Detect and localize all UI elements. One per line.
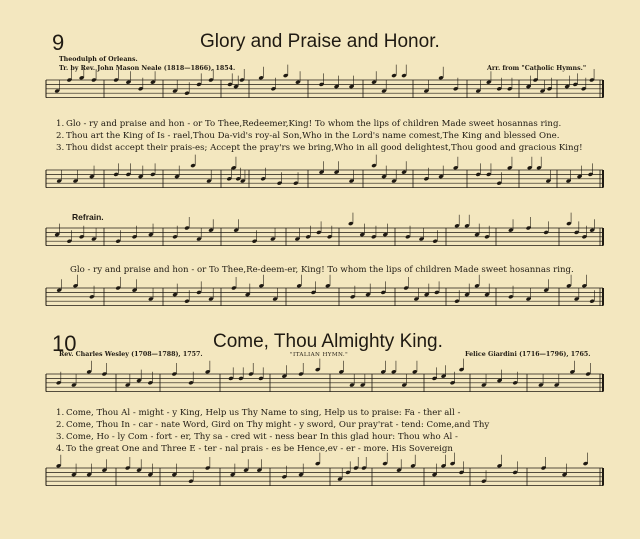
hymn-9-verse-3 xyxy=(56,143,583,153)
hymn-9-verse-2 xyxy=(56,131,559,141)
hymn-10-title: Come, Thou Almighty King. xyxy=(213,331,443,352)
verse-text: Glo - ry and praise and hon - or To Thee,Redeemer,King! To whom the lips of children Made sweet hosannas ring. xyxy=(66,119,562,129)
verse-text: Thou art the King of Is - rael,Thou Da-vid's roy-al Son,Who in the Lord's name comest,The King and blessed One. xyxy=(66,131,560,141)
verse-text: To the great One and Three E - ter - nal prais - es be Hence,ev - er - more. His Sovereign xyxy=(66,444,453,454)
verse-number: 2. xyxy=(56,131,65,141)
hymn-10-tune: "ITALIAN HYMN." xyxy=(290,352,349,358)
hymn-10-composer: Felice Giardini (1716—1796), 1765. xyxy=(465,351,591,358)
verse-number: 2. xyxy=(56,420,65,430)
refrain-label: Refrain. xyxy=(72,212,104,222)
hymn-10-verse-4 xyxy=(56,444,453,454)
hymn-9-title: Glory and Praise and Honor. xyxy=(200,31,440,52)
hymn-9-credit-1: Theodulph of Orleans. xyxy=(59,56,138,63)
refrain-text: Glo - ry and praise and hon - or To Thee,Re-deem-er, King! To whom the lips of children Made sweet hosannas ring. xyxy=(70,265,574,275)
verse-text: Come, Thou In - car - nate Word, Gird on Thy might - y sword, Our pray'rat - tend: Come,and Thy xyxy=(66,420,490,430)
verse-number: 4. xyxy=(56,444,65,454)
verse-text: Come, Ho - ly Com - fort - er, Thy sa - cred wit - ness bear In this glad hour: Thou who Al - xyxy=(66,432,458,442)
hymn-10-number: 10 xyxy=(52,331,77,356)
hymn-10-author: Rev. Charles Wesley (1708—1788), 1757. xyxy=(59,351,203,358)
hymn-9-credit-2: Tr. by Rev. John Mason Neale (1818—1866), 1854. xyxy=(59,65,236,72)
hymn-9-verse-1 xyxy=(56,119,561,129)
hymn-9-number: 9 xyxy=(52,30,65,55)
verse-text: Thou didst accept their prais-es; Accept the pray'rs we bring,Who in all good delightest,Thou good and gracious King! xyxy=(66,143,583,153)
verse-number: 1. xyxy=(56,119,65,129)
hymn-10-verse-1 xyxy=(56,408,460,418)
hymn-9-arranger: Arr. from "Catholic Hymns." xyxy=(487,65,587,72)
verse-number: 3. xyxy=(56,432,65,442)
verse-number: 1. xyxy=(56,408,65,418)
verse-number: 3. xyxy=(56,143,65,153)
hymn-10-verse-3 xyxy=(56,432,458,442)
verse-text: Come, Thou Al - might - y King, Help us Thy Name to sing, Help us to praise: Fa - ther all - xyxy=(66,408,461,418)
hymn-10-verse-2 xyxy=(56,420,489,430)
